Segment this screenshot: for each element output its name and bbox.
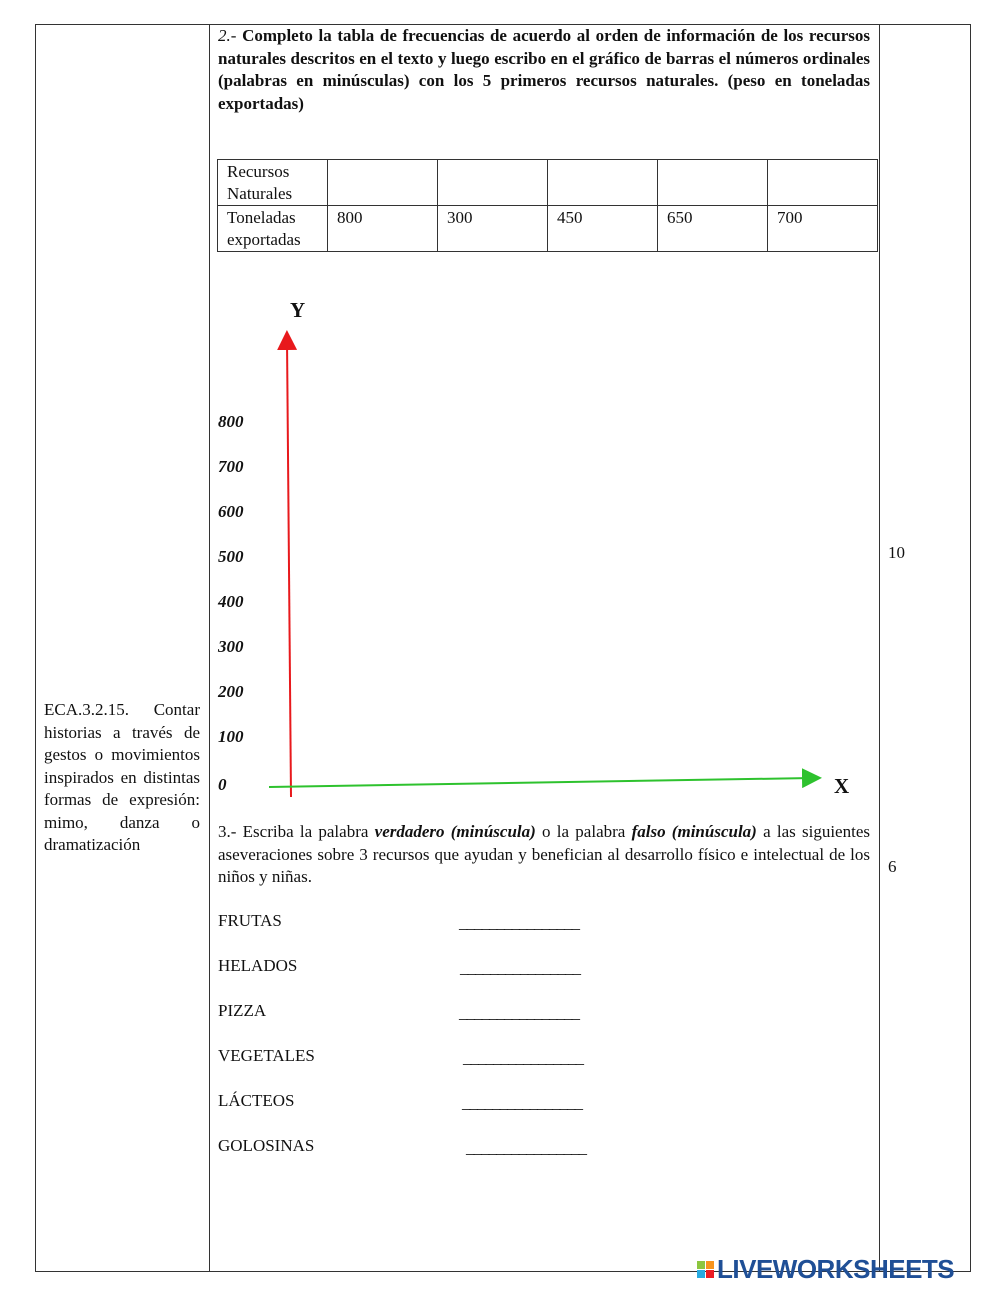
logo-mark-icon <box>697 1261 714 1278</box>
y-tick-label: 300 <box>218 637 244 656</box>
y-tick-label: 700 <box>218 457 244 476</box>
statement-label: HELADOS <box>218 956 298 975</box>
answer-blank[interactable]: ________________ <box>466 1138 586 1157</box>
y-tick-label: 200 <box>218 682 244 701</box>
y-tick-label: 100 <box>218 727 244 746</box>
score-question-2: 10 <box>888 543 905 562</box>
liveworksheets-logo <box>697 1254 954 1284</box>
y-tick-label: 0 <box>218 775 227 794</box>
statement-label: PIZZA <box>218 1001 267 1020</box>
statement-label: LÁCTEOS <box>218 1091 295 1110</box>
y-axis-line <box>287 340 291 797</box>
learning-objective: ECA.3.2.15. Contar historias a través de gestos o movimientos inspirados en distintas formas de expresión: mimo, danza o dramatización <box>44 700 200 854</box>
question-3-middle: o la palabra <box>535 822 632 841</box>
y-tick-label: 600 <box>218 502 244 521</box>
statement-label: FRUTAS <box>218 911 282 930</box>
x-axis-label: X <box>834 774 850 798</box>
answer-blank[interactable]: ________________ <box>460 958 580 977</box>
answer-blank[interactable]: ________________ <box>462 1093 582 1112</box>
answer-blank[interactable]: ________________ <box>463 1048 583 1067</box>
answer-blank[interactable]: ________________ <box>459 913 579 932</box>
question-3-prefix: 3.- Escriba la palabra <box>218 822 375 841</box>
question-2-number: 2.- <box>218 26 237 45</box>
row-label-tonnes: Toneladas exportadas <box>218 206 328 252</box>
word-true: verdadero (minúscula) <box>374 822 536 841</box>
y-tick-label: 800 <box>218 412 244 431</box>
y-tick-label: 500 <box>218 547 244 566</box>
y-axis-label: Y <box>290 298 306 322</box>
x-axis-line <box>269 778 812 787</box>
word-false: falso (minúscula) <box>631 822 757 841</box>
question-3-suffix: a las siguientes aseveraciones sobre 3 recursos que ayudan y benefician al desarrollo físico e intelectual de los niños y niñas. <box>218 822 870 886</box>
question-3-instructions <box>218 821 870 889</box>
row-label-resources: Recursos Naturales <box>218 160 328 206</box>
tonnes-value-5: 700 <box>768 206 878 252</box>
tonnes-value-4: 650 <box>658 206 768 252</box>
score-question-3: 6 <box>888 857 897 876</box>
logo-text: LIVEWORKSHEETS <box>717 1253 955 1284</box>
tonnes-value-2: 300 <box>438 206 548 252</box>
tonnes-value-3: 450 <box>548 206 658 252</box>
statement-label: VEGETALES <box>218 1046 315 1065</box>
tonnes-value-1: 800 <box>328 206 438 252</box>
answer-blank[interactable]: ________________ <box>459 1003 579 1022</box>
y-tick-label: 400 <box>218 592 244 611</box>
question-2-text: Completo la tabla de frecuencias de acuerdo al orden de información de los recursos naturales descritos en el texto y luego escribo en el gráfico de barras el números ordinales (palabras en minúsculas) con los 5 primeros recursos naturales. (peso en toneladas exportadas) <box>218 26 870 113</box>
statement-label: GOLOSINAS <box>218 1136 315 1155</box>
